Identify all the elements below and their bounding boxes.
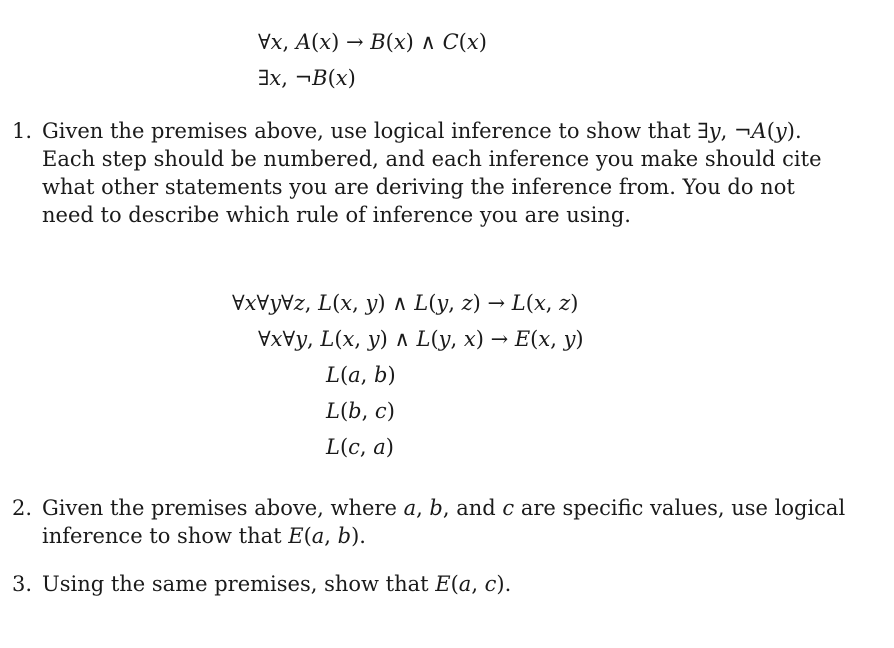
premise-symmetry-equal: ∀𝑥∀𝑦, 𝐿(𝑥, 𝑦) ∧ 𝐿(𝑦, 𝑥) → 𝐸(𝑥, 𝑦)	[258, 327, 584, 351]
problem-1-line: Each step should be numbered, and each inference you make should cite	[42, 147, 822, 171]
problem-1-line: what other statements you are deriving the inference from. You do not	[42, 175, 795, 199]
premise-2-exists: ∃𝑥, ¬𝐵(𝑥)	[258, 66, 356, 90]
problem-1-line: need to describe which rule of inference you are using.	[42, 203, 631, 227]
problem-2-text	[42, 494, 846, 550]
problem-3-text	[42, 570, 802, 598]
premise-L-b-c: 𝐿(𝑏, 𝑐)	[326, 399, 395, 423]
problem-3-line: Using the same premises, show that 𝐸(𝑎, 𝑐).	[42, 572, 512, 596]
problem-2-line: inference to show that 𝐸(𝑎, 𝑏).	[42, 524, 366, 548]
problem-2-number: 2.	[12, 496, 33, 520]
problem-1-number: 1.	[12, 119, 33, 143]
problem-1-text	[42, 117, 822, 229]
problem-1-line: Given the premises above, use logical inference to show that ∃𝑦, ¬𝐴(𝑦).	[42, 119, 802, 143]
problem-3-number: 3.	[12, 572, 33, 596]
premise-transitivity: ∀𝑥∀𝑦∀𝑧, 𝐿(𝑥, 𝑦) ∧ 𝐿(𝑦, 𝑧) → 𝐿(𝑥, 𝑧)	[232, 291, 579, 315]
premise-L-c-a: 𝐿(𝑐, 𝑎)	[326, 435, 394, 459]
premise-1-forall: ∀𝑥, 𝐴(𝑥) → 𝐵(𝑥) ∧ 𝐶(𝑥)	[258, 30, 487, 54]
premise-L-a-b: 𝐿(𝑎, 𝑏)	[326, 363, 396, 387]
problem-2-line: Given the premises above, where 𝑎, 𝑏, and 𝑐 are specific values, use logical	[42, 496, 846, 520]
